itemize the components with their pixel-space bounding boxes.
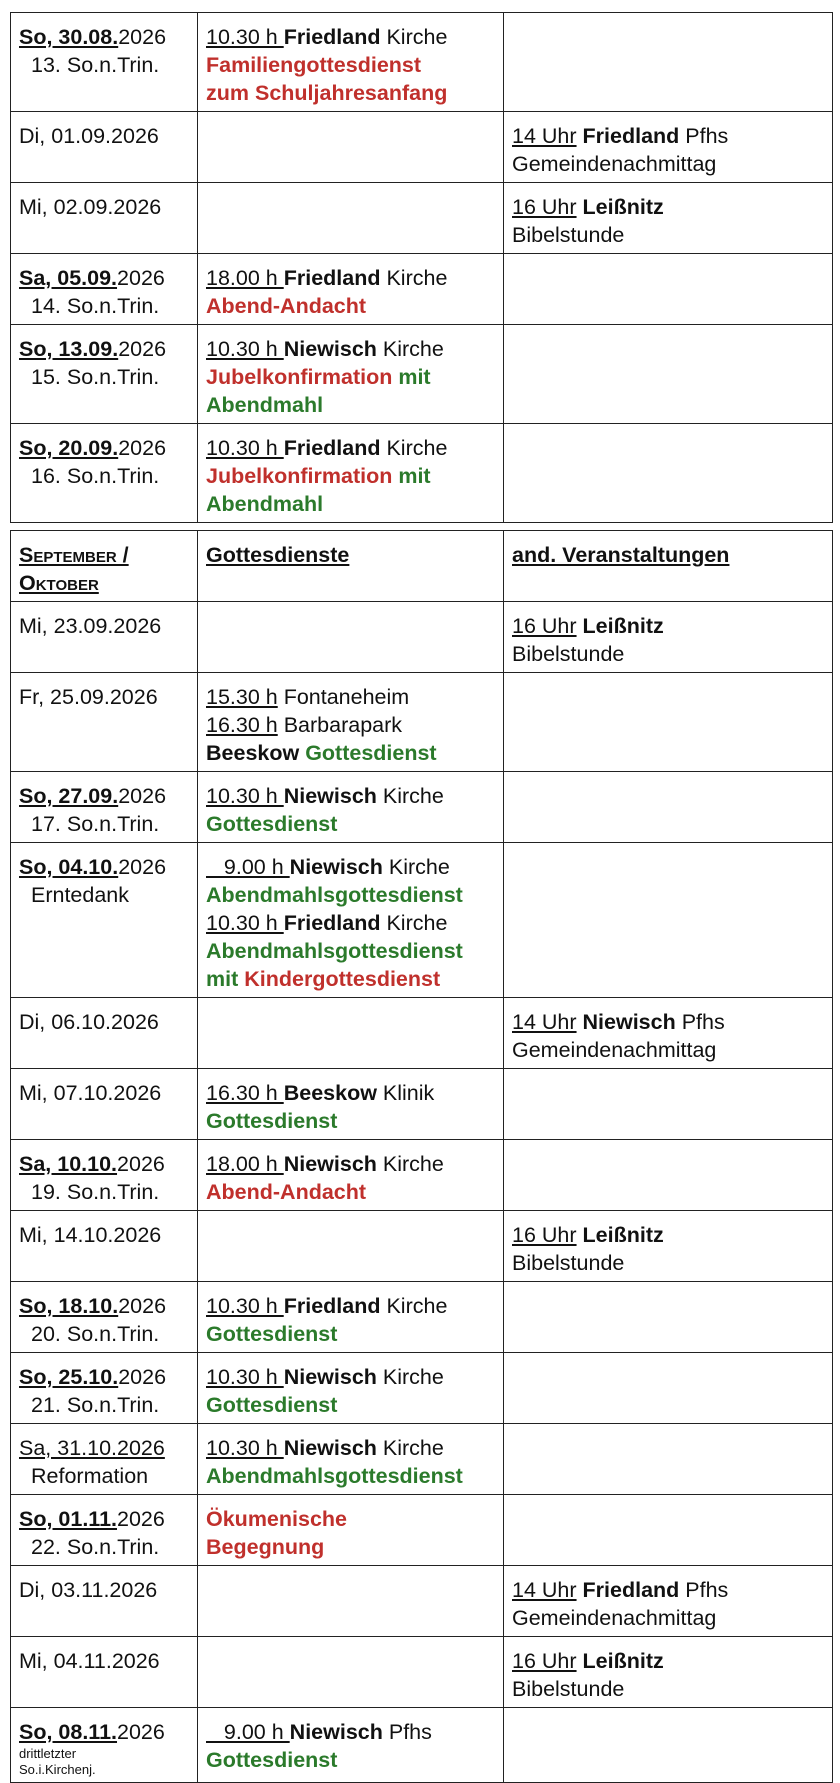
service-line xyxy=(206,1292,495,1320)
sunday-name-small-1: drittletzter xyxy=(19,1746,77,1761)
event-cell xyxy=(504,1566,833,1637)
event-cell xyxy=(504,673,833,772)
service-note-green: Abendmahl xyxy=(206,492,324,516)
event-time: 14 Uhr xyxy=(512,124,577,148)
event-cell xyxy=(504,1353,833,1424)
date-day-label: So, 18.10. xyxy=(19,1294,119,1318)
service-place: Friedland xyxy=(283,911,381,935)
service-cell xyxy=(198,843,504,998)
date-line xyxy=(19,1292,189,1320)
header-services-cell xyxy=(198,531,504,602)
service-location: Kirche xyxy=(380,266,448,290)
service-note-green: Gottesdienst xyxy=(206,1393,338,1417)
service-note-green: Gottesdienst xyxy=(206,812,338,836)
date-line xyxy=(19,1434,189,1462)
table-row xyxy=(11,1424,833,1495)
service-line xyxy=(206,264,495,292)
date-cell xyxy=(11,424,198,523)
sunday-name-label: 21. So.n.Trin. xyxy=(31,1393,160,1417)
event-time: 16 Uhr xyxy=(512,614,577,638)
event-cell xyxy=(504,13,833,112)
sunday-name-label: Erntedank xyxy=(31,883,130,907)
service-note-green: Abendmahlsgottesdienst xyxy=(206,1464,463,1488)
table-row xyxy=(11,1282,833,1353)
table-row xyxy=(11,1211,833,1282)
sunday-name-small-2: So.i.Kirchenj. xyxy=(19,1762,96,1777)
event-cell xyxy=(504,325,833,424)
event-location: Pfhs xyxy=(679,124,729,148)
date-cell xyxy=(11,1708,198,1783)
table-row xyxy=(11,673,833,772)
service-line xyxy=(206,1462,495,1490)
date-line xyxy=(19,612,189,640)
date-cell xyxy=(11,1140,198,1211)
service-line xyxy=(206,1363,495,1391)
service-place: Niewisch xyxy=(289,1720,383,1744)
service-line xyxy=(206,462,495,490)
service-place: Niewisch xyxy=(283,1365,377,1389)
date-day-label: Sa, 05.09. xyxy=(19,266,118,290)
service-note-green: Abendmahlsgottesdienst xyxy=(206,883,463,907)
service-time: 10.30 h xyxy=(206,1365,284,1389)
service-place: Niewisch xyxy=(289,855,383,879)
service-cell xyxy=(198,1282,504,1353)
service-location: Kirche xyxy=(376,1436,444,1460)
date-label: Mi, 02.09.2026 xyxy=(19,195,162,219)
service-place: Niewisch xyxy=(283,784,377,808)
service-line xyxy=(206,810,495,838)
event-cell xyxy=(504,1495,833,1566)
event-cell xyxy=(504,1708,833,1783)
date-line xyxy=(19,1150,189,1178)
date-day-label: So, 25.10. xyxy=(19,1365,119,1389)
date-cell xyxy=(11,183,198,254)
service-line xyxy=(206,79,495,107)
header-events-cell xyxy=(504,531,833,602)
date-year-label: 2026 xyxy=(118,1294,167,1318)
date-line xyxy=(19,23,189,51)
service-note-green: Abendmahlsgottesdienst xyxy=(206,939,463,963)
service-cell xyxy=(198,13,504,112)
sunday-name-label: 15. So.n.Trin. xyxy=(31,365,160,389)
event-location: Pfhs xyxy=(679,1578,729,1602)
event-line xyxy=(512,1647,824,1675)
table-row xyxy=(11,1353,833,1424)
date-day-label: So, 08.11. xyxy=(19,1720,118,1744)
date-label: Mi, 04.11.2026 xyxy=(19,1649,160,1673)
service-location: Kirche xyxy=(376,1365,444,1389)
date-cell xyxy=(11,254,198,325)
date-year-label: 2026 xyxy=(118,25,167,49)
service-location: Barbarapark xyxy=(277,713,403,737)
service-note-green: mit xyxy=(206,967,245,991)
service-cell xyxy=(198,254,504,325)
date-cell xyxy=(11,602,198,673)
table-row xyxy=(11,1708,833,1783)
service-line xyxy=(206,683,495,711)
service-note-red: Abend-Andacht xyxy=(206,1180,367,1204)
date-line xyxy=(19,683,189,711)
service-place: Friedland xyxy=(283,266,381,290)
date-cell xyxy=(11,112,198,183)
date-label: Sa, 31.10.2026 xyxy=(19,1436,165,1460)
service-note-red: Familiengottesdienst xyxy=(206,53,422,77)
event-place: Leißnitz xyxy=(582,195,664,219)
service-location: Kirche xyxy=(380,911,448,935)
date-line xyxy=(19,1008,189,1036)
date-year-label: 2026 xyxy=(118,436,167,460)
schedule-sheet xyxy=(10,12,832,1783)
date-year-label: 2026 xyxy=(117,1507,165,1531)
service-place: Friedland xyxy=(283,25,381,49)
date-label: Di, 01.09.2026 xyxy=(19,124,159,148)
service-line xyxy=(206,965,495,993)
table-row xyxy=(11,1140,833,1211)
date-day-label: So, 20.09. xyxy=(19,436,119,460)
event-line xyxy=(512,1221,824,1249)
event-time: 16 Uhr xyxy=(512,195,577,219)
sunday-name-label: 20. So.n.Trin. xyxy=(31,1322,160,1346)
event-description: Bibelstunde xyxy=(512,1251,625,1275)
service-location: Kirche xyxy=(380,436,448,460)
sunday-name-label: 19. So.n.Trin. xyxy=(31,1180,160,1204)
service-note-red: Abend-Andacht xyxy=(206,294,367,318)
service-cell xyxy=(198,1353,504,1424)
event-time: 14 Uhr xyxy=(512,1010,577,1034)
service-note-green: Gottesdienst xyxy=(206,1748,338,1772)
service-time: 9.00 h xyxy=(206,1720,290,1744)
event-cell xyxy=(504,1637,833,1708)
date-line xyxy=(19,1505,189,1533)
table-row xyxy=(11,998,833,1069)
service-line xyxy=(206,881,495,909)
service-line xyxy=(206,51,495,79)
sunday-name-label: 22. So.n.Trin. xyxy=(31,1535,160,1559)
date-day-label: So, 01.11. xyxy=(19,1507,118,1531)
date-line xyxy=(19,193,189,221)
date-cell xyxy=(11,1282,198,1353)
date-line xyxy=(19,1221,189,1249)
event-cell xyxy=(504,254,833,325)
table-row xyxy=(11,13,833,112)
event-cell xyxy=(504,424,833,523)
service-line xyxy=(206,490,495,518)
event-time: 16 Uhr xyxy=(512,1223,577,1247)
service-time: 10.30 h xyxy=(206,784,284,808)
date-year-label: 2026 xyxy=(117,1152,165,1176)
sunday-name-label: Reformation xyxy=(31,1464,149,1488)
service-note-green: Abendmahl xyxy=(206,393,324,417)
schedule-table-top xyxy=(10,12,833,523)
date-line xyxy=(19,1718,189,1746)
service-location: Kirche xyxy=(376,784,444,808)
table-row xyxy=(11,1069,833,1140)
date-day-label: So, 30.08. xyxy=(19,25,119,49)
service-place: Niewisch xyxy=(283,1152,377,1176)
service-place: Friedland xyxy=(283,436,381,460)
service-cell xyxy=(198,183,504,254)
service-time: 15.30 h xyxy=(206,685,278,709)
service-location: Kirche xyxy=(376,337,444,361)
event-cell xyxy=(504,1211,833,1282)
date-label: Mi, 23.09.2026 xyxy=(19,614,162,638)
service-time: 10.30 h xyxy=(206,337,284,361)
event-time: 16 Uhr xyxy=(512,1649,577,1673)
service-line xyxy=(206,909,495,937)
event-location: Pfhs xyxy=(675,1010,725,1034)
date-day-label: So, 04.10. xyxy=(19,855,119,879)
service-line xyxy=(206,937,495,965)
event-description: Bibelstunde xyxy=(512,223,625,247)
date-label: Fr, 25.09.2026 xyxy=(19,685,158,709)
event-description: Gemeindenachmittag xyxy=(512,152,717,176)
table-row xyxy=(11,843,833,998)
service-location: Kirche xyxy=(382,855,450,879)
header-month-cell xyxy=(11,531,198,602)
service-cell xyxy=(198,1637,504,1708)
service-place: Beeskow xyxy=(206,741,300,765)
table-row xyxy=(11,325,833,424)
event-place: Friedland xyxy=(582,1578,680,1602)
sunday-name-label: 14. So.n.Trin. xyxy=(31,294,160,318)
event-place: Leißnitz xyxy=(582,1649,664,1673)
date-cell xyxy=(11,1424,198,1495)
date-line xyxy=(19,782,189,810)
service-cell xyxy=(198,673,504,772)
date-day-label: Sa, 10.10. xyxy=(19,1152,118,1176)
table-row xyxy=(11,602,833,673)
service-cell xyxy=(198,1140,504,1211)
event-place: Leißnitz xyxy=(582,1223,664,1247)
service-line xyxy=(206,853,495,881)
service-cell xyxy=(198,1069,504,1140)
service-cell xyxy=(198,1708,504,1783)
date-cell xyxy=(11,1495,198,1566)
event-line xyxy=(512,612,824,640)
date-label: Mi, 07.10.2026 xyxy=(19,1081,162,1105)
date-cell xyxy=(11,673,198,772)
date-year-label: 2026 xyxy=(118,337,167,361)
service-cell xyxy=(198,1566,504,1637)
service-time: 18.00 h xyxy=(206,1152,284,1176)
table-row xyxy=(11,772,833,843)
event-cell xyxy=(504,1140,833,1211)
event-description: Gemeindenachmittag xyxy=(512,1606,717,1630)
table-row xyxy=(11,112,833,183)
table-row xyxy=(11,183,833,254)
sunday-name-label: 13. So.n.Trin. xyxy=(31,53,160,77)
event-line xyxy=(512,193,824,221)
service-time: 16.30 h xyxy=(206,1081,284,1105)
service-line xyxy=(206,1320,495,1348)
service-line xyxy=(206,434,495,462)
service-note-green: Gottesdienst xyxy=(206,1322,338,1346)
service-note-green: mit xyxy=(392,464,431,488)
service-place: Niewisch xyxy=(283,1436,377,1460)
service-time: 10.30 h xyxy=(206,911,284,935)
service-cell xyxy=(198,772,504,843)
event-place: Leißnitz xyxy=(582,614,664,638)
service-cell xyxy=(198,998,504,1069)
header-services-label: Gottesdienste xyxy=(206,543,350,567)
date-line xyxy=(19,122,189,150)
service-cell xyxy=(198,1211,504,1282)
sunday-name-label: 17. So.n.Trin. xyxy=(31,812,160,836)
table-row xyxy=(11,1566,833,1637)
date-line xyxy=(19,264,189,292)
service-line xyxy=(206,1533,495,1561)
service-note-red: Ökumenische xyxy=(206,1507,347,1531)
service-line xyxy=(206,1434,495,1462)
date-label: Di, 06.10.2026 xyxy=(19,1010,159,1034)
service-time: 18.00 h xyxy=(206,266,284,290)
service-note-red: Begegnung xyxy=(206,1535,325,1559)
service-location: Klinik xyxy=(376,1081,435,1105)
header-events-label: and. Veranstaltungen xyxy=(512,543,730,567)
date-cell xyxy=(11,1566,198,1637)
event-description: Bibelstunde xyxy=(512,1677,625,1701)
event-time: 14 Uhr xyxy=(512,1578,577,1602)
date-label: Di, 03.11.2026 xyxy=(19,1578,158,1602)
date-cell xyxy=(11,325,198,424)
service-location: Kirche xyxy=(376,1152,444,1176)
service-cell xyxy=(198,602,504,673)
service-time: 10.30 h xyxy=(206,1436,284,1460)
schedule-table-main xyxy=(10,530,833,1783)
event-cell xyxy=(504,843,833,998)
service-time: 10.30 h xyxy=(206,1294,284,1318)
event-cell xyxy=(504,772,833,843)
service-line xyxy=(206,739,495,767)
date-cell xyxy=(11,772,198,843)
service-line xyxy=(206,1505,495,1533)
service-line xyxy=(206,363,495,391)
service-place: Niewisch xyxy=(283,337,377,361)
date-line xyxy=(19,1079,189,1107)
date-cell xyxy=(11,1069,198,1140)
service-line xyxy=(206,1107,495,1135)
date-year-label: 2026 xyxy=(118,1365,167,1389)
service-line xyxy=(206,1150,495,1178)
service-location: Fontaneheim xyxy=(277,685,410,709)
service-line xyxy=(206,782,495,810)
event-place: Niewisch xyxy=(582,1010,676,1034)
event-cell xyxy=(504,602,833,673)
event-line xyxy=(512,122,824,150)
service-cell xyxy=(198,1495,504,1566)
date-label: Mi, 14.10.2026 xyxy=(19,1223,162,1247)
date-line xyxy=(19,853,189,881)
service-cell xyxy=(198,424,504,523)
date-line xyxy=(19,1363,189,1391)
service-location: Kirche xyxy=(380,1294,448,1318)
event-line xyxy=(512,1576,824,1604)
event-cell xyxy=(504,112,833,183)
date-line xyxy=(19,1576,189,1604)
date-year-label: 2026 xyxy=(117,266,165,290)
service-time: 10.30 h xyxy=(206,436,284,460)
date-cell xyxy=(11,998,198,1069)
service-line xyxy=(206,1718,495,1746)
event-cell xyxy=(504,998,833,1069)
event-cell xyxy=(504,1424,833,1495)
table-row xyxy=(11,254,833,325)
service-line xyxy=(206,1178,495,1206)
date-cell xyxy=(11,13,198,112)
event-description: Gemeindenachmittag xyxy=(512,1038,717,1062)
service-note-red: Jubelkonfirmation xyxy=(206,464,393,488)
service-note-red: Kindergottesdienst xyxy=(244,967,441,991)
date-day-label: So, 27.09. xyxy=(19,784,119,808)
service-line xyxy=(206,391,495,419)
service-place: Beeskow xyxy=(283,1081,377,1105)
date-year-label: 2026 xyxy=(118,784,167,808)
table-header-row xyxy=(11,531,833,602)
service-line xyxy=(206,1079,495,1107)
service-note-red: zum Schuljahresanfang xyxy=(206,81,448,105)
event-place: Friedland xyxy=(582,124,680,148)
service-line xyxy=(206,1746,495,1774)
service-line xyxy=(206,711,495,739)
service-line xyxy=(206,292,495,320)
service-note-green: Gottesdienst xyxy=(206,1109,338,1133)
header-month-line1: September / xyxy=(19,543,129,567)
table-row xyxy=(11,424,833,523)
service-location: Pfhs xyxy=(382,1720,432,1744)
table-row xyxy=(11,1637,833,1708)
event-cell xyxy=(504,1282,833,1353)
date-cell xyxy=(11,843,198,998)
sunday-name-label: 16. So.n.Trin. xyxy=(31,464,160,488)
service-location: Kirche xyxy=(380,25,448,49)
date-day-label: So, 13.09. xyxy=(19,337,119,361)
date-year-label: 2026 xyxy=(118,855,167,879)
date-year-label: 2026 xyxy=(117,1720,165,1744)
service-time: 9.00 h xyxy=(206,855,290,879)
date-cell xyxy=(11,1353,198,1424)
service-cell xyxy=(198,1424,504,1495)
service-place: Friedland xyxy=(283,1294,381,1318)
event-line xyxy=(512,1008,824,1036)
date-cell xyxy=(11,1637,198,1708)
service-line xyxy=(206,1391,495,1419)
service-time: 16.30 h xyxy=(206,713,278,737)
service-line xyxy=(206,335,495,363)
service-note-green: mit xyxy=(392,365,431,389)
service-time: 10.30 h xyxy=(206,25,284,49)
event-cell xyxy=(504,1069,833,1140)
service-line xyxy=(206,23,495,51)
service-note-green: Gottesdienst xyxy=(299,741,437,765)
date-cell xyxy=(11,1211,198,1282)
event-description: Bibelstunde xyxy=(512,642,625,666)
date-line xyxy=(19,434,189,462)
event-cell xyxy=(504,183,833,254)
service-note-red: Jubelkonfirmation xyxy=(206,365,393,389)
table-row xyxy=(11,1495,833,1566)
header-month-line2: Oktober xyxy=(19,571,99,595)
service-cell xyxy=(198,325,504,424)
service-cell xyxy=(198,112,504,183)
date-line xyxy=(19,335,189,363)
date-line xyxy=(19,1647,189,1675)
